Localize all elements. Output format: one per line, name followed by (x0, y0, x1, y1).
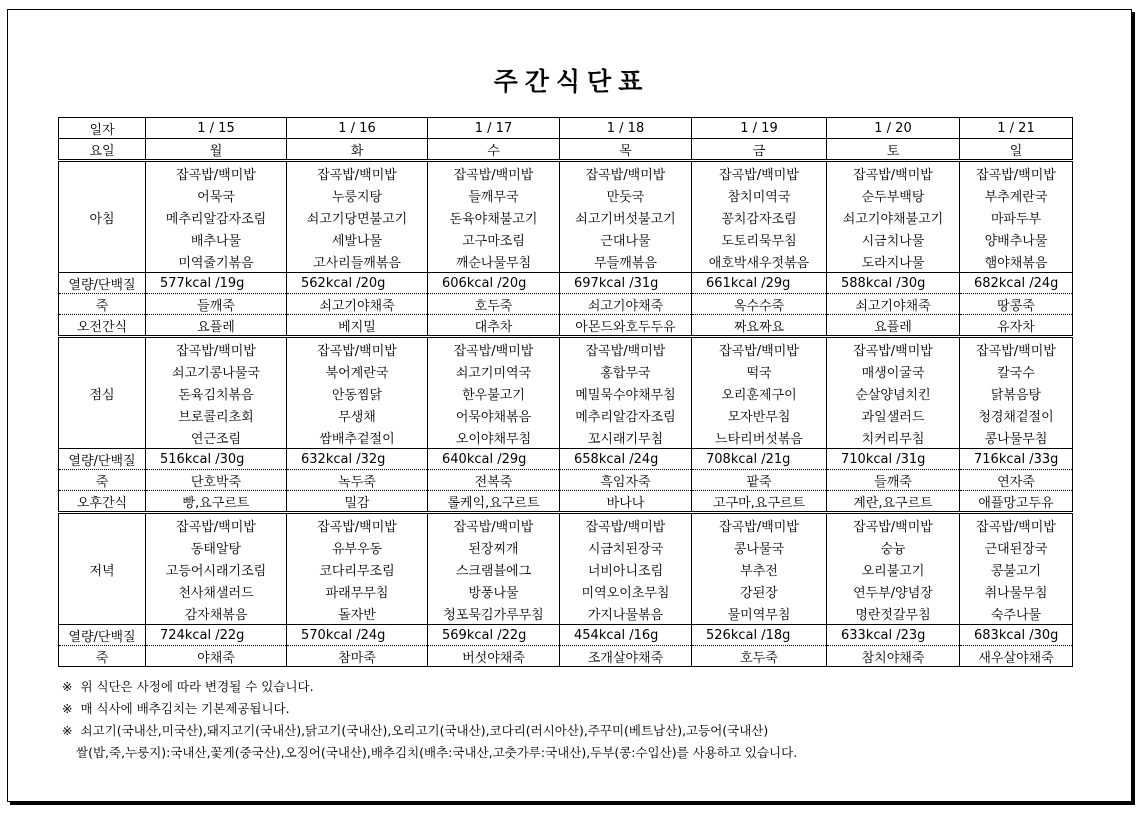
kcal-cell (827, 625, 960, 646)
lunch-item-row (59, 360, 1073, 382)
day-label: 요일 (59, 139, 146, 161)
kcal-value: 640kcal /29g (442, 451, 527, 467)
kcal-cell (146, 449, 287, 470)
menu-item: 돈육김치볶음 (146, 382, 287, 404)
breakfast-snack-row (59, 315, 1073, 337)
menu-item: 연근조림 (146, 426, 287, 449)
porridge-label: 죽 (59, 646, 146, 667)
menu-item: 누룽지탕 (287, 184, 428, 206)
menu-item: 꽁치감자조림 (692, 206, 827, 228)
porridge-cell: 들깨죽 (827, 470, 960, 491)
menu-item: 잡곡밥/백미밥 (827, 337, 960, 361)
menu-item: 근대된장국 (960, 536, 1073, 558)
porridge-label: 죽 (59, 470, 146, 491)
day-cell: 목 (560, 139, 692, 161)
porridge-cell: 단호박죽 (146, 470, 287, 491)
snack-cell: 짜요짜요 (692, 315, 827, 337)
menu-item: 잡곡밥/백미밥 (287, 161, 428, 185)
weekly-menu-table (58, 117, 1073, 667)
menu-item: 방풍나물 (428, 580, 560, 602)
menu-item: 잡곡밥/백미밥 (428, 161, 560, 185)
kcal-value: 658kcal /24g (574, 451, 659, 467)
snack-cell: 애플망고두유 (960, 491, 1073, 513)
breakfast-item-row (59, 161, 1073, 185)
snack-label: 오전간식 (59, 315, 146, 337)
menu-item: 잡곡밥/백미밥 (287, 337, 428, 361)
menu-item: 느타리버섯볶음 (692, 426, 827, 449)
porridge-cell: 흑임자죽 (560, 470, 692, 491)
menu-item: 쇠고기콩나물국 (146, 360, 287, 382)
menu-item: 쇠고기버섯불고기 (560, 206, 692, 228)
menu-item: 파래무무침 (287, 580, 428, 602)
menu-item: 근대나물 (560, 228, 692, 250)
lunch-item-row (59, 426, 1073, 449)
menu-item: 과일샐러드 (827, 404, 960, 426)
menu-item: 잡곡밥/백미밥 (960, 337, 1073, 361)
kcal-value: 516kcal /30g (160, 451, 245, 467)
snack-cell: 계란,요구르트 (827, 491, 960, 513)
breakfast-item-row (59, 228, 1073, 250)
kcal-cell (692, 449, 827, 470)
menu-item: 모자반무침 (692, 404, 827, 426)
menu-item: 잡곡밥/백미밥 (560, 513, 692, 537)
menu-item: 고구마조림 (428, 228, 560, 250)
menu-item: 된장찌개 (428, 536, 560, 558)
menu-item: 양배추나물 (960, 228, 1073, 250)
menu-item: 잡곡밥/백미밥 (146, 161, 287, 185)
menu-item: 떡국 (692, 360, 827, 382)
menu-item: 세발나물 (287, 228, 428, 250)
kcal-value: 697kcal /31g (574, 275, 659, 291)
menu-item: 쇠고기미역국 (428, 360, 560, 382)
menu-item: 오리훈제구이 (692, 382, 827, 404)
porridge-cell: 들깨죽 (146, 294, 287, 315)
day-cell: 금 (692, 139, 827, 161)
menu-item: 강된장 (692, 580, 827, 602)
snack-cell: 빵,요구르트 (146, 491, 287, 513)
menu-item: 메밀묵수야채무침 (560, 382, 692, 404)
menu-item: 미역줄기볶음 (146, 250, 287, 273)
porridge-label: 죽 (59, 294, 146, 315)
menu-item: 도토리묵무침 (692, 228, 827, 250)
kcal-cell (560, 273, 692, 294)
menu-item: 코다리무조림 (287, 558, 428, 580)
menu-item: 치커리무침 (827, 426, 960, 449)
kcal-cell (960, 449, 1073, 470)
porridge-cell: 참마죽 (287, 646, 428, 667)
menu-item: 잡곡밥/백미밥 (560, 161, 692, 185)
kcal-cell (428, 273, 560, 294)
porridge-cell: 호두죽 (692, 646, 827, 667)
menu-item: 도라지나물 (827, 250, 960, 273)
date-cell: 1 / 21 (960, 118, 1073, 139)
porridge-cell: 버섯야채죽 (428, 646, 560, 667)
porridge-cell: 참치야채죽 (827, 646, 960, 667)
menu-item: 숭늉 (827, 536, 960, 558)
kcal-value: 724kcal /22g (160, 627, 245, 643)
menu-item: 잡곡밥/백미밥 (146, 513, 287, 537)
breakfast-porridge-row (59, 294, 1073, 315)
lunch-item-row (59, 382, 1073, 404)
date-row (59, 118, 1073, 139)
kcal-cell (560, 625, 692, 646)
porridge-cell: 새우살야채죽 (960, 646, 1073, 667)
snack-cell: 요플레 (827, 315, 960, 337)
menu-item: 시금치된장국 (560, 536, 692, 558)
menu-item: 깨순나물무침 (428, 250, 560, 273)
porridge-cell: 연자죽 (960, 470, 1073, 491)
date-cell: 1 / 16 (287, 118, 428, 139)
menu-item: 감자채볶음 (146, 602, 287, 625)
menu-item: 오리불고기 (827, 558, 960, 580)
notes (62, 676, 797, 764)
menu-item: 천사채샐러드 (146, 580, 287, 602)
menu-item: 연두부/양념장 (827, 580, 960, 602)
day-cell: 화 (287, 139, 428, 161)
dinner-kcal-row (59, 625, 1073, 646)
breakfast-item-row (59, 250, 1073, 273)
kcal-value: 682kcal /24g (974, 275, 1059, 291)
snack-cell: 롤케익,요구르트 (428, 491, 560, 513)
menu-item: 칼국수 (960, 360, 1073, 382)
menu-item: 닭볶음탕 (960, 382, 1073, 404)
menu-item: 부추계란국 (960, 184, 1073, 206)
menu-item: 잡곡밥/백미밥 (560, 337, 692, 361)
menu-item: 돌자반 (287, 602, 428, 625)
date-cell: 1 / 20 (827, 118, 960, 139)
date-cell: 1 / 18 (560, 118, 692, 139)
menu-item: 콩나물국 (692, 536, 827, 558)
snack-cell: 바나나 (560, 491, 692, 513)
menu-item: 들깨무국 (428, 184, 560, 206)
menu-item: 잡곡밥/백미밥 (692, 161, 827, 185)
menu-item: 잡곡밥/백미밥 (428, 513, 560, 537)
menu-item: 잡곡밥/백미밥 (428, 337, 560, 361)
kcal-cell (287, 449, 428, 470)
menu-item: 미역오이초무침 (560, 580, 692, 602)
menu-item: 오이야채무침 (428, 426, 560, 449)
menu-item: 취나물무침 (960, 580, 1073, 602)
snack-cell: 베지밀 (287, 315, 428, 337)
dinner-porridge-row (59, 646, 1073, 667)
porridge-cell: 전복죽 (428, 470, 560, 491)
menu-item: 청포묵김가루무침 (428, 602, 560, 625)
kcal-value: 632kcal /32g (301, 451, 386, 467)
breakfast-item-row (59, 206, 1073, 228)
menu-item: 애호박새우젓볶음 (692, 250, 827, 273)
menu-item: 잡곡밥/백미밥 (827, 161, 960, 185)
porridge-cell: 쇠고기야채죽 (560, 294, 692, 315)
menu-item: 청경채겉절이 (960, 404, 1073, 426)
date-label: 일자 (59, 118, 146, 139)
note-3: ※ 쇠고기(국내산,미국산),돼지고기(국내산),닭고기(국내산),오리고기(국내산),코다리(러시아산),주꾸미(베트남산),고등어(국내산) (62, 723, 769, 738)
kcal-cell (960, 273, 1073, 294)
breakfast-item-row (59, 184, 1073, 206)
menu-item: 잡곡밥/백미밥 (287, 513, 428, 537)
menu-item: 순살양념치킨 (827, 382, 960, 404)
menu-item: 명란젓갈무침 (827, 602, 960, 625)
kcal-value: 570kcal /24g (301, 627, 386, 643)
porridge-cell: 쇠고기야채죽 (287, 294, 428, 315)
kcal-value: 577kcal /19g (160, 275, 245, 291)
lunch-label: 점심 (59, 337, 146, 449)
menu-item: 브로콜리초회 (146, 404, 287, 426)
dinner-label: 저녁 (59, 513, 146, 625)
menu-item: 잡곡밥/백미밥 (146, 337, 287, 361)
menu-item: 잡곡밥/백미밥 (827, 513, 960, 537)
kcal-cell (692, 625, 827, 646)
kcal-value: 569kcal /22g (442, 627, 527, 643)
menu-item: 잡곡밥/백미밥 (960, 513, 1073, 537)
day-cell: 일 (960, 139, 1073, 161)
dinner-item-row (59, 558, 1073, 580)
menu-item: 돈육야채불고기 (428, 206, 560, 228)
lunch-porridge-row (59, 470, 1073, 491)
menu-item: 북어계란국 (287, 360, 428, 382)
kcal-cell (827, 273, 960, 294)
menu-item: 고등어시래기조림 (146, 558, 287, 580)
kcal-cell (827, 449, 960, 470)
menu-item: 만둣국 (560, 184, 692, 206)
snack-cell: 대추차 (428, 315, 560, 337)
day-cell: 토 (827, 139, 960, 161)
snack-cell: 요플레 (146, 315, 287, 337)
menu-item: 어묵국 (146, 184, 287, 206)
note-1: ※ 위 식단은 사정에 따라 변경될 수 있습니다. (62, 679, 314, 694)
kcal-cell (287, 273, 428, 294)
kcal-cell (428, 625, 560, 646)
snack-label: 오후간식 (59, 491, 146, 513)
kcal-label: 열량/단백질 (59, 273, 146, 294)
snack-cell: 유자차 (960, 315, 1073, 337)
porridge-cell: 옥수수죽 (692, 294, 827, 315)
porridge-cell: 쇠고기야채죽 (827, 294, 960, 315)
menu-item: 메추리알감자조림 (560, 404, 692, 426)
breakfast-label: 아침 (59, 161, 146, 273)
porridge-cell: 야채죽 (146, 646, 287, 667)
kcal-value: 661kcal /29g (706, 275, 791, 291)
day-cell: 수 (428, 139, 560, 161)
menu-item: 유부우동 (287, 536, 428, 558)
menu-item: 쌈배추겉절이 (287, 426, 428, 449)
porridge-cell: 녹두죽 (287, 470, 428, 491)
menu-item: 꼬시래기무침 (560, 426, 692, 449)
menu-item: 숙주나물 (960, 602, 1073, 625)
kcal-value: 708kcal /21g (706, 451, 791, 467)
kcal-value: 710kcal /31g (841, 451, 926, 467)
note-3-continued: 쌀(밥,죽,누룽지):국내산,꽃게(중국산),오징어(국내산),배추김치(배추:국내산,고춧가루:국내산),두부(콩:수입산)를 사용하고 있습니다. (76, 745, 798, 760)
menu-item: 배추나물 (146, 228, 287, 250)
porridge-cell: 땅콩죽 (960, 294, 1073, 315)
day-cell: 월 (146, 139, 287, 161)
kcal-cell (287, 625, 428, 646)
day-row (59, 139, 1073, 161)
kcal-value: 633kcal /23g (841, 627, 926, 643)
porridge-cell: 팥죽 (692, 470, 827, 491)
snack-cell: 밀감 (287, 491, 428, 513)
menu-item: 참치미역국 (692, 184, 827, 206)
page-title: 주간식단표 (493, 67, 650, 96)
kcal-cell (428, 449, 560, 470)
menu-item: 가지나물볶음 (560, 602, 692, 625)
kcal-cell (146, 625, 287, 646)
date-cell: 1 / 19 (692, 118, 827, 139)
dinner-item-row (59, 536, 1073, 558)
kcal-value: 454kcal /16g (574, 627, 659, 643)
menu-item: 동태알탕 (146, 536, 287, 558)
kcal-label: 열량/단백질 (59, 449, 146, 470)
lunch-kcal-row (59, 449, 1073, 470)
menu-item: 부추전 (692, 558, 827, 580)
menu-item: 무생채 (287, 404, 428, 426)
dinner-item-row (59, 513, 1073, 537)
menu-item: 햄야채볶음 (960, 250, 1073, 273)
note-2: ※ 매 식사에 배추김치는 기본제공됩니다. (62, 701, 290, 716)
kcal-value: 606kcal /20g (442, 275, 527, 291)
breakfast-kcal-row (59, 273, 1073, 294)
menu-item: 너비아니조림 (560, 558, 692, 580)
kcal-value: 562kcal /20g (301, 275, 386, 291)
date-cell: 1 / 17 (428, 118, 560, 139)
snack-cell: 아몬드와호두두유 (560, 315, 692, 337)
dinner-item-row (59, 580, 1073, 602)
porridge-cell: 호두죽 (428, 294, 560, 315)
kcal-cell (960, 625, 1073, 646)
kcal-cell (692, 273, 827, 294)
menu-item: 잡곡밥/백미밥 (692, 337, 827, 361)
kcal-cell (560, 449, 692, 470)
lunch-item-row (59, 404, 1073, 426)
menu-item: 매생이굴국 (827, 360, 960, 382)
kcal-value: 526kcal /18g (706, 627, 791, 643)
menu-item: 순두부백탕 (827, 184, 960, 206)
menu-item: 잡곡밥/백미밥 (960, 161, 1073, 185)
snack-cell: 고구마,요구르트 (692, 491, 827, 513)
porridge-cell: 조개살야채죽 (560, 646, 692, 667)
menu-item: 한우불고기 (428, 382, 560, 404)
dinner-item-row (59, 602, 1073, 625)
menu-item: 어묵야채볶음 (428, 404, 560, 426)
lunch-item-row (59, 337, 1073, 361)
menu-item: 콩불고기 (960, 558, 1073, 580)
menu-item: 마파두부 (960, 206, 1073, 228)
menu-item: 메추리알감자조림 (146, 206, 287, 228)
menu-item: 물미역무침 (692, 602, 827, 625)
kcal-value: 588kcal /30g (841, 275, 926, 291)
kcal-value: 716kcal /33g (974, 451, 1059, 467)
menu-item: 잡곡밥/백미밥 (692, 513, 827, 537)
menu-item: 쇠고기당면불고기 (287, 206, 428, 228)
kcal-value: 683kcal /30g (974, 627, 1059, 643)
lunch-snack-row (59, 491, 1073, 513)
menu-item: 안동찜닭 (287, 382, 428, 404)
menu-item: 고사리들깨볶음 (287, 250, 428, 273)
kcal-label: 열량/단백질 (59, 625, 146, 646)
menu-item: 시금치나물 (827, 228, 960, 250)
menu-item: 스크램블에그 (428, 558, 560, 580)
menu-item: 콩나물무침 (960, 426, 1073, 449)
menu-item: 홍합무국 (560, 360, 692, 382)
date-cell: 1 / 15 (146, 118, 287, 139)
menu-item: 무들깨볶음 (560, 250, 692, 273)
kcal-cell (146, 273, 287, 294)
menu-item: 쇠고기야채불고기 (827, 206, 960, 228)
